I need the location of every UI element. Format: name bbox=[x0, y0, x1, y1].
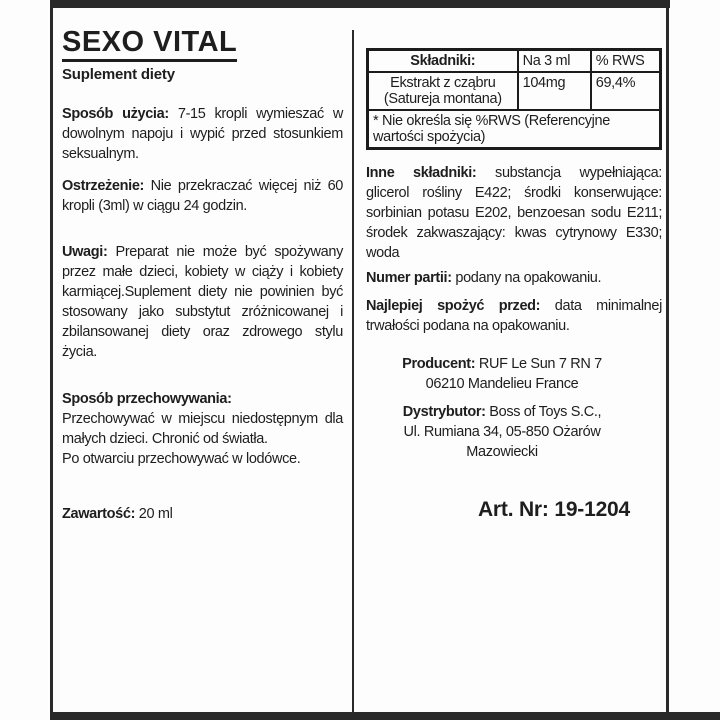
bottom-border-bar bbox=[50, 712, 720, 720]
section-other-ingredients bbox=[366, 163, 662, 263]
table-footnote: * Nie określa się %RWS (Referencyjne wartości spożycia) bbox=[368, 110, 661, 149]
section-batch-number bbox=[366, 268, 662, 288]
distributor-block bbox=[366, 402, 662, 462]
right-column bbox=[366, 0, 662, 522]
table-header-row bbox=[368, 50, 661, 73]
article-number: Art. Nr: 19-1204 bbox=[477, 498, 631, 521]
distributor-heading: Dystrybutor: bbox=[402, 404, 486, 420]
table-footnote-row bbox=[368, 110, 661, 149]
producer-heading: Producent: bbox=[402, 356, 476, 372]
column-header-rws: % RWS bbox=[591, 50, 661, 73]
warning-heading: Ostrzeżenie: bbox=[62, 178, 145, 194]
ingredients-table bbox=[366, 48, 662, 150]
ingredient-row bbox=[368, 72, 661, 110]
ingredient-name: Ekstrakt z cząbru (Satureja montana) bbox=[368, 72, 518, 110]
producer-name: RUF Le Sun 7 RN 7 bbox=[478, 356, 602, 372]
best-before-heading: Najlepiej spożyć przed: bbox=[366, 298, 541, 314]
section-warning bbox=[62, 176, 343, 216]
right-border-line bbox=[666, 0, 669, 720]
producer-block bbox=[366, 354, 662, 394]
distributor-name: Boss of Toys S.C., bbox=[489, 404, 602, 420]
storage-text-2: Po otwarciu przechowywać w lodówce. bbox=[62, 451, 301, 467]
section-content-volume bbox=[62, 504, 343, 524]
distributor-address-1: Ul. Rumiana 34, 05-850 Ożarów bbox=[403, 424, 601, 440]
column-divider bbox=[352, 30, 354, 712]
section-notes bbox=[62, 242, 343, 362]
other-ingredients-heading: Inne składniki: bbox=[366, 165, 477, 181]
storage-text: Przechowywać w miejscu niedostępnym dla małych dzieci. Chronić od światła. bbox=[62, 411, 343, 447]
left-border-line bbox=[50, 0, 53, 720]
column-header-na-3-ml: Na 3 ml bbox=[518, 50, 591, 73]
product-subtitle: Suplement diety bbox=[62, 66, 175, 83]
content-volume-heading: Zawartość: bbox=[62, 506, 136, 522]
producer-address: 06210 Mandelieu France bbox=[425, 376, 579, 392]
ingredient-amount: 104mg bbox=[518, 72, 591, 110]
distributor-address-2: Mazowiecki bbox=[466, 444, 538, 460]
warning-text: Nie przekraczać więcej niż 60 kropli (3ml) w ciągu 24 godzin. bbox=[62, 178, 344, 214]
producer-line-1 bbox=[366, 354, 638, 374]
notes-text: Preparat nie może być spożywany przez małe dzieci, kobiety w ciąży i kobiety karmiącej.Suplement diety nie powinien być stosowany jako substytut zróżnicowanej i zbilansowanej diety oraz zdrowego stylu życia. bbox=[62, 244, 343, 360]
usage-heading: Sposób użycia: bbox=[62, 106, 169, 122]
ingredient-rws: 69,4% bbox=[591, 72, 661, 110]
column-header-skladniki: Składniki: bbox=[368, 50, 518, 73]
notes-heading: Uwagi: bbox=[62, 244, 108, 260]
product-title: SEXO VITAL bbox=[62, 26, 237, 62]
left-column bbox=[62, 26, 343, 524]
distributor-line-1 bbox=[366, 402, 638, 422]
storage-heading: Sposób przechowywania: bbox=[62, 391, 232, 407]
content-volume-value: 20 ml bbox=[138, 506, 173, 522]
usage-text: 7-15 kropli wymieszać w dowolnym napoju i wypić przed stosunkiem seksualnym. bbox=[62, 106, 343, 162]
section-usage bbox=[62, 104, 343, 164]
batch-number-heading: Numer partii: bbox=[366, 270, 452, 286]
section-storage bbox=[62, 389, 343, 469]
other-ingredients-text: substancja wypełniająca: glicerol rośliny E422; środki konserwujące: sorbinian potasu E202, benzoesan sodu E211; środek zakwaszający: kwas cytrynowy E330; woda bbox=[366, 165, 662, 261]
batch-number-text: podany na opakowaniu. bbox=[455, 270, 602, 286]
best-before-text: data minimalnej trwałości podana na opakowaniu. bbox=[366, 298, 662, 334]
section-best-before bbox=[366, 296, 662, 336]
